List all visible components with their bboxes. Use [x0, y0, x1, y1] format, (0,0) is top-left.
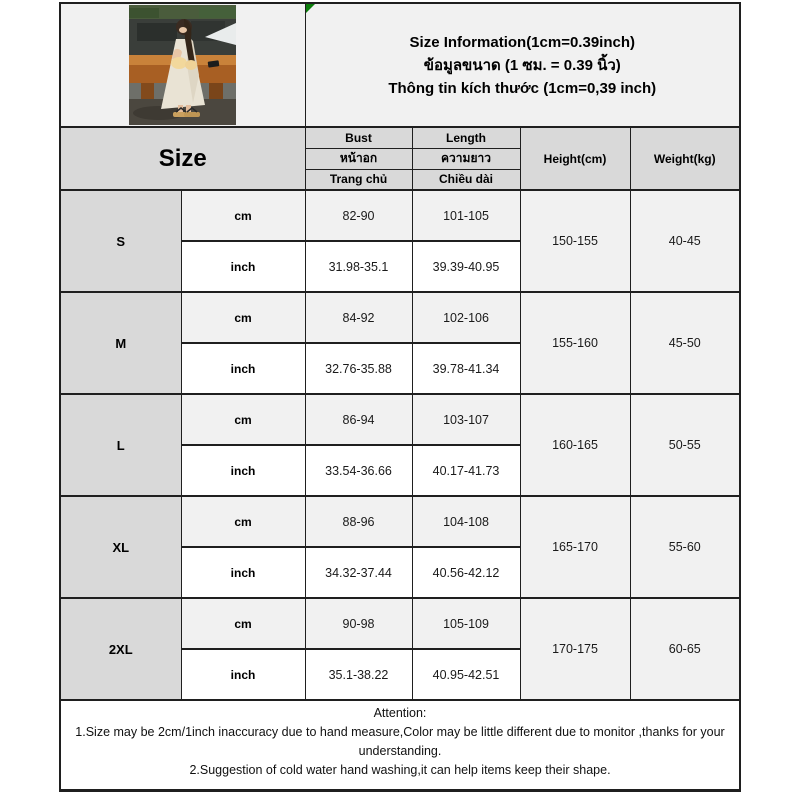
bust-cm-value: 82-90 [305, 190, 412, 241]
header-row-en [60, 127, 740, 148]
title-line-en: Size Information(1cm=0.39inch) [409, 33, 635, 51]
length-inch-value: 40.17-41.73 [412, 445, 520, 496]
unit-label-cm: cm [181, 598, 305, 649]
unit-label-inch: inch [181, 649, 305, 700]
height-value: 155-160 [520, 292, 630, 394]
size-label: S [60, 190, 181, 292]
length-header-en: Length [412, 127, 520, 148]
bust-header-th: หน้าอก [305, 148, 412, 169]
length-cm-value: 103-107 [412, 394, 520, 445]
height-column-header: Height(cm) [520, 127, 630, 190]
product-photo-cell [60, 3, 305, 127]
weight-value: 45-50 [630, 292, 740, 394]
height-value: 160-165 [520, 394, 630, 496]
green-corner-marker-icon [306, 4, 315, 13]
bust-header-en: Bust [305, 127, 412, 148]
unit-label-inch: inch [181, 445, 305, 496]
unit-label-inch: inch [181, 547, 305, 598]
height-value: 170-175 [520, 598, 630, 700]
unit-label-cm: cm [181, 394, 305, 445]
table-row-m-cm [60, 292, 740, 343]
unit-label-inch: inch [181, 343, 305, 394]
bust-cm-value: 88-96 [305, 496, 412, 547]
size-chart-table [59, 2, 741, 792]
bust-cm-value: 86-94 [305, 394, 412, 445]
title-line-th: ข้อมูลขนาด (1 ซม. = 0.39 นิ้ว) [423, 56, 621, 74]
attention-item-2: 2.Suggestion of cold water hand washing,it can help items keep their shape. [189, 763, 611, 777]
bust-inch-value: 31.98-35.1 [305, 241, 412, 292]
length-inch-value: 40.95-42.51 [412, 649, 520, 700]
height-value: 150-155 [520, 190, 630, 292]
size-label: M [60, 292, 181, 394]
table-row-s-cm [60, 190, 740, 241]
length-inch-value: 40.56-42.12 [412, 547, 520, 598]
length-inch-value: 39.39-40.95 [412, 241, 520, 292]
weight-value: 50-55 [630, 394, 740, 496]
unit-label-cm: cm [181, 292, 305, 343]
length-cm-value: 101-105 [412, 190, 520, 241]
unit-label-cm: cm [181, 496, 305, 547]
bust-inch-value: 33.54-36.66 [305, 445, 412, 496]
title-line-vi: Thông tin kích thước (1cm=0,39 inch) [388, 79, 657, 97]
bust-inch-value: 35.1-38.22 [305, 649, 412, 700]
attention-row [60, 700, 740, 790]
size-label: XL [60, 496, 181, 598]
size-column-header: Size [60, 127, 305, 190]
bust-cm-value: 84-92 [305, 292, 412, 343]
length-inch-value: 39.78-41.34 [412, 343, 520, 394]
size-label: L [60, 394, 181, 496]
unit-label-inch: inch [181, 241, 305, 292]
attention-title: Attention: [373, 706, 427, 720]
table-row-xl-cm [60, 496, 740, 547]
product-photo [61, 4, 305, 126]
length-cm-value: 104-108 [412, 496, 520, 547]
length-cm-value: 102-106 [412, 292, 520, 343]
bust-header-vi: Trang chủ [305, 169, 412, 190]
bust-inch-value: 32.76-35.88 [305, 343, 412, 394]
bust-inch-value: 34.32-37.44 [305, 547, 412, 598]
table-row-l-cm [60, 394, 740, 445]
weight-value: 40-45 [630, 190, 740, 292]
product-photo-illustration [129, 5, 236, 125]
size-info-header-cell [305, 3, 740, 127]
length-header-vi: Chiều dài [412, 169, 520, 190]
weight-column-header: Weight(kg) [630, 127, 740, 190]
weight-value: 55-60 [630, 496, 740, 598]
length-cm-value: 105-109 [412, 598, 520, 649]
unit-label-cm: cm [181, 190, 305, 241]
top-row [60, 3, 740, 127]
length-header-th: ความยาว [412, 148, 520, 169]
size-label: 2XL [60, 598, 181, 700]
table-row-2xl-cm [60, 598, 740, 649]
bust-cm-value: 90-98 [305, 598, 412, 649]
weight-value: 60-65 [630, 598, 740, 700]
height-value: 165-170 [520, 496, 630, 598]
attention-note [60, 700, 740, 790]
attention-item-1: 1.Size may be 2cm/1inch inaccuracy due to hand measure,Color may be little different due to monitor ,thanks for your understanding. [75, 725, 725, 758]
